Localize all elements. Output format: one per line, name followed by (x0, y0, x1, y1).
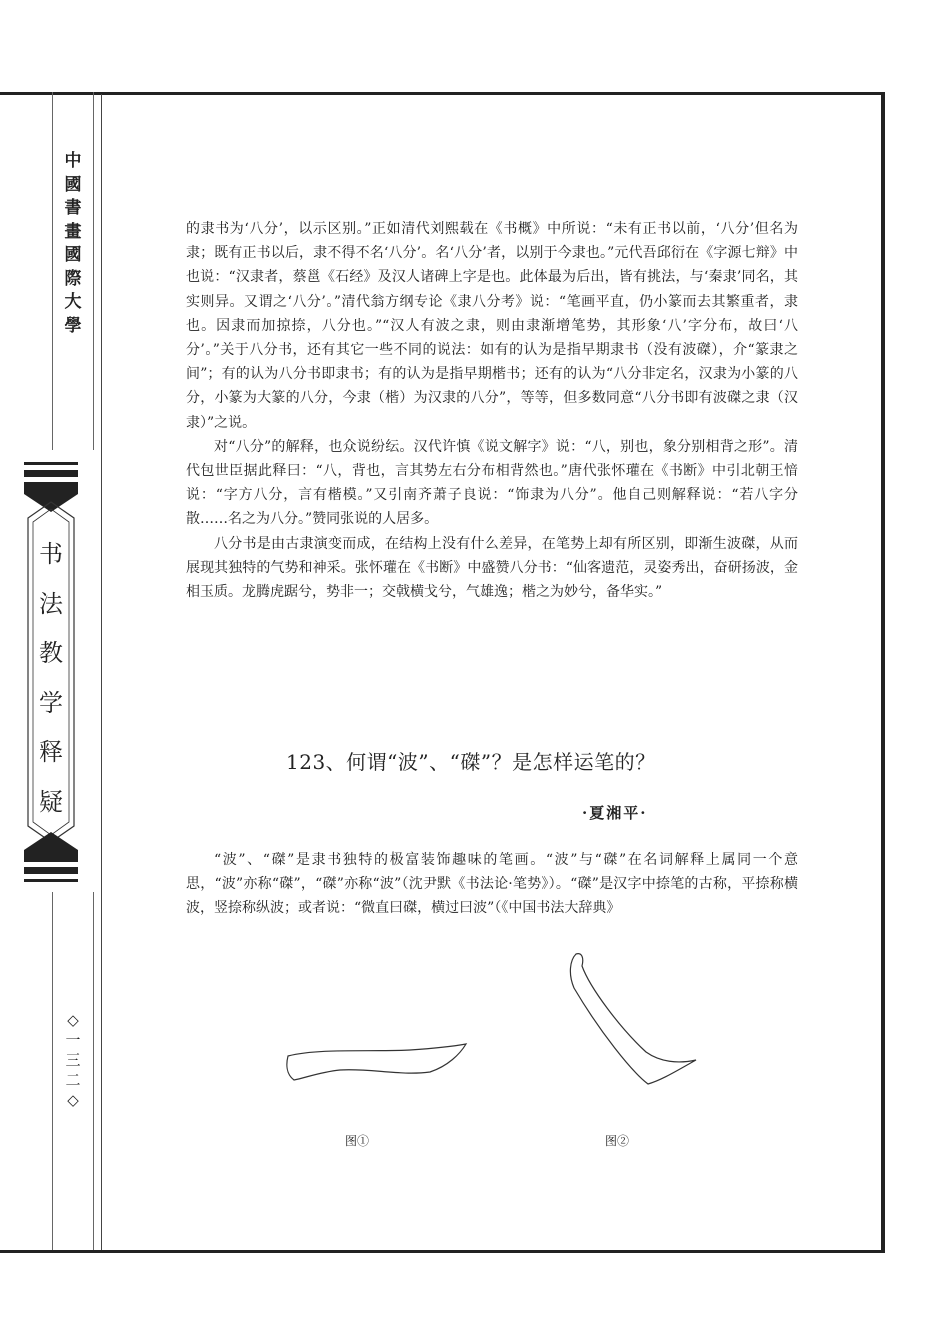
sidebar-university-name (52, 150, 94, 338)
book-title-char: 疑 (39, 787, 63, 816)
book-title-char: 学 (39, 688, 63, 717)
body-paragraph-1: 的隶书为‘八分’，以示区别。”正如清代刘熙载在《书概》中所说：“未有正书以前，‘八分’但名为隶；既有正书以后，隶不得不名‘八分’。名‘八分’者，以别于今隶也。”元代吾邱衍在《字源七辩》中也说：“汉隶者，蔡邕《石经》及汉人诸碑上字是也。此体最为后出，皆有挑法，与‘秦隶’同名，其实则异。又谓之‘八分’。”清代翁方纲专论《隶八分考》说：“笔画平直，仍小篆而去其繁重者，隶也。因隶而加掠捺，八分也。”“汉人有波之隶，则由隶渐增笔势，其形象‘八’字分布，故曰‘八分’。”关于八分书，还有其它一些不同的说法：如有的认为是指早期隶书（没有波磔），介“篆隶之间”；有的认为八分书即隶书；有的认为是指早期楷书；还有的认为“八分非定名，汉隶为小篆的八分，小篆为大篆的八分，今隶（楷）为汉隶的八分”，等等，但多数同意“八分书即有波磔之隶（汉隶）”之说。 (186, 221, 798, 431)
book-title-char: 释 (39, 738, 63, 766)
page-frame-bottom (0, 1250, 885, 1253)
page-number-char: ◇ (67, 1091, 79, 1109)
sidebar-rule-right-bottom (93, 892, 94, 1250)
page-number-char: 二 (65, 1071, 81, 1089)
university-char: 書 (64, 198, 82, 218)
university-char: 畫 (64, 221, 82, 242)
body-paragraph-3: 八分书是由古隶演变而成，在结构上没有什么差异，在笔势上却有所区别，即渐生波磔，从而展现其独特的气势和神采。张怀瓘在《书断》中盛赞八分书：“仙客遗范，灵姿秀出，奋研扬波，金相玉质。龙腾虎踞兮，势非一；交戟横戈兮，气雄逸；楷之为妙兮，备华实。” (186, 535, 798, 601)
page-frame-top (0, 92, 884, 95)
page-frame-left (101, 94, 102, 1250)
body-text (186, 217, 798, 604)
sidebar-rule-left-bottom (52, 892, 53, 1250)
university-char: 國 (64, 174, 82, 195)
page-number (58, 1010, 88, 1110)
university-char: 際 (64, 268, 82, 289)
body-paragraph-2: 对“八分”的解释，也众说纷纭。汉代许慎《说文解字》说：“八，别也，象分别相背之形”。清代包世臣据此释曰：“八，背也，言其势左右分布相背然也。”唐代张怀瓘在《书断》中引北朝王愔说：“字方八分，言有楷模。”又引南齐萧子良说：“饰隶为八分”。他自己则解释说：“若八字分散……名之为八分。”赞同张说的人居多。 (186, 438, 798, 528)
book-title-char: 书 (39, 540, 63, 568)
university-char: 中 (64, 151, 82, 171)
university-char: 學 (64, 315, 82, 336)
figure-1-horizontal-stroke (280, 1030, 480, 1090)
figure-2-diagonal-stroke (560, 948, 710, 1088)
university-char: 國 (64, 245, 82, 265)
section-text (186, 848, 798, 921)
figure-2-caption: 图② (605, 1134, 630, 1148)
page-number-char: ◇ (67, 1011, 79, 1029)
page-number-char: 一 (65, 1031, 81, 1049)
section-author: ·夏湘平· (582, 804, 648, 822)
figure-1-caption: 图① (345, 1134, 370, 1148)
section-paragraph: “波”、“磔”是隶书独特的极富装饰趣味的笔画。“波”与“磔”在名词解释上属同一个意思，“波”亦称“磔”，“磔”亦称“波”（沈尹默《书法论·笔势》）。“磔”是汉字中捺笔的古称，平捺称横波，竖捺称纵波；或者说：“微直曰磔，横过曰波”（《中国书法大辞典》 (186, 852, 798, 917)
section-heading: 123、何谓“波”、“磔”？是怎样运笔的？ (286, 750, 656, 774)
page-frame-right (881, 92, 885, 1252)
book-title-char: 教 (39, 639, 63, 667)
page-number-char: 三 (65, 1051, 81, 1069)
university-char: 大 (64, 292, 82, 312)
sidebar-book-title (22, 530, 80, 827)
book-title-char: 法 (39, 589, 63, 618)
